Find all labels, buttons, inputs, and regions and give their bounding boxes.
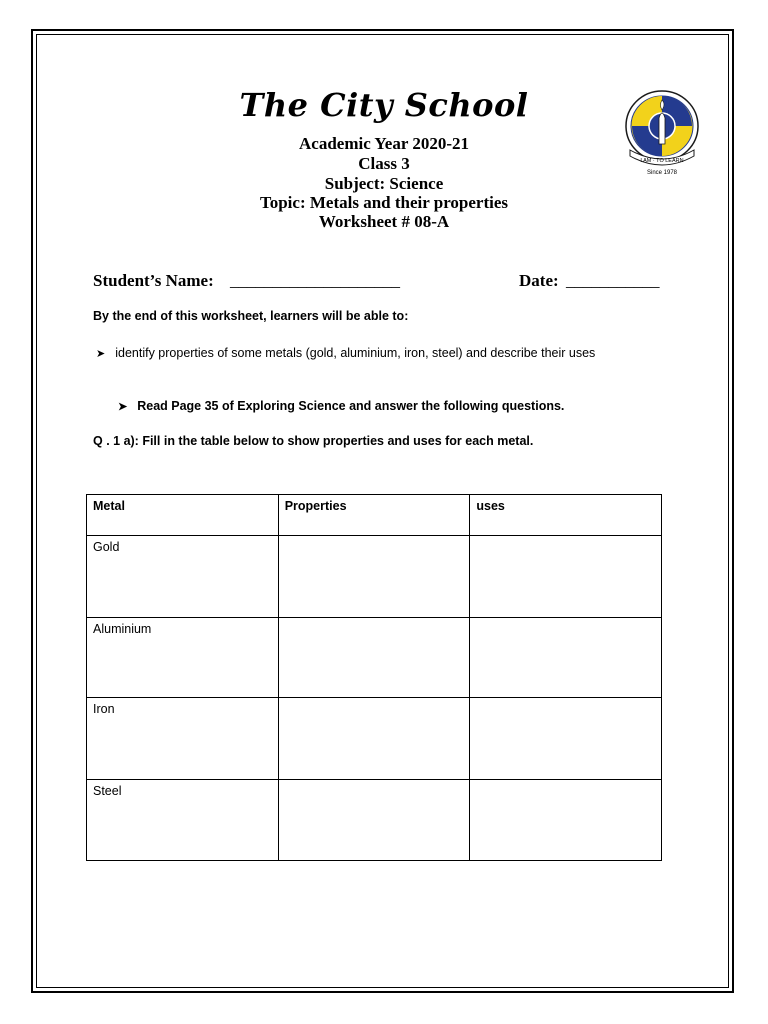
reading-instruction: [118, 399, 564, 413]
uses-cell[interactable]: [470, 536, 662, 618]
objectives-intro: By the end of this worksheet, learners will be able to:: [93, 309, 409, 323]
metals-table: [86, 494, 662, 861]
uses-cell[interactable]: [470, 698, 662, 780]
properties-cell[interactable]: [278, 618, 470, 698]
question-1a: Q . 1 a): Fill in the table below to show properties and uses for each metal.: [93, 434, 534, 448]
instruction-text: Read Page 35 of Exploring Science and answer the following questions.: [137, 399, 565, 413]
uses-cell[interactable]: [470, 780, 662, 861]
column-header-uses: uses: [470, 495, 662, 536]
worksheet-number: Worksheet # 08-A: [318, 212, 450, 231]
uses-cell[interactable]: [470, 618, 662, 698]
topic-label: Topic: Metals and their properties: [259, 193, 509, 212]
student-name-field[interactable]: ____________________: [230, 271, 400, 290]
table-header-row: [87, 495, 662, 536]
objective-text: identify properties of some metals (gold, aluminium, iron, steel) and describe their uses: [115, 346, 596, 360]
class-label: Class 3: [358, 154, 410, 173]
date-field[interactable]: ___________: [566, 271, 660, 290]
metal-cell: Gold: [87, 536, 279, 618]
properties-cell[interactable]: [278, 698, 470, 780]
subject-label: Subject: Science: [324, 174, 444, 193]
table-row: [87, 698, 662, 780]
column-header-properties: Properties: [278, 495, 470, 536]
logo-motto: I AM · TO LEARN: [640, 158, 684, 164]
logo-since: Since 1978: [646, 170, 678, 176]
column-header-metal: Metal: [87, 495, 279, 536]
city-school-crest-icon: [622, 88, 702, 178]
school-name: The City School: [239, 86, 529, 124]
student-name-label: Student’s Name:: [93, 271, 214, 290]
arrowhead-bullet-icon: ➤: [96, 348, 106, 360]
table-row: [87, 536, 662, 618]
table-row: [87, 618, 662, 698]
metal-cell: Aluminium: [87, 618, 279, 698]
properties-cell[interactable]: [278, 780, 470, 861]
properties-cell[interactable]: [278, 536, 470, 618]
academic-year: Academic Year 2020-21: [299, 134, 469, 153]
arrowhead-bullet-icon: ➤: [118, 401, 128, 413]
objective-item: [96, 346, 595, 360]
table-row: [87, 780, 662, 861]
date-label: Date:: [519, 271, 559, 290]
metal-cell: Steel: [87, 780, 279, 861]
metal-cell: Iron: [87, 698, 279, 780]
